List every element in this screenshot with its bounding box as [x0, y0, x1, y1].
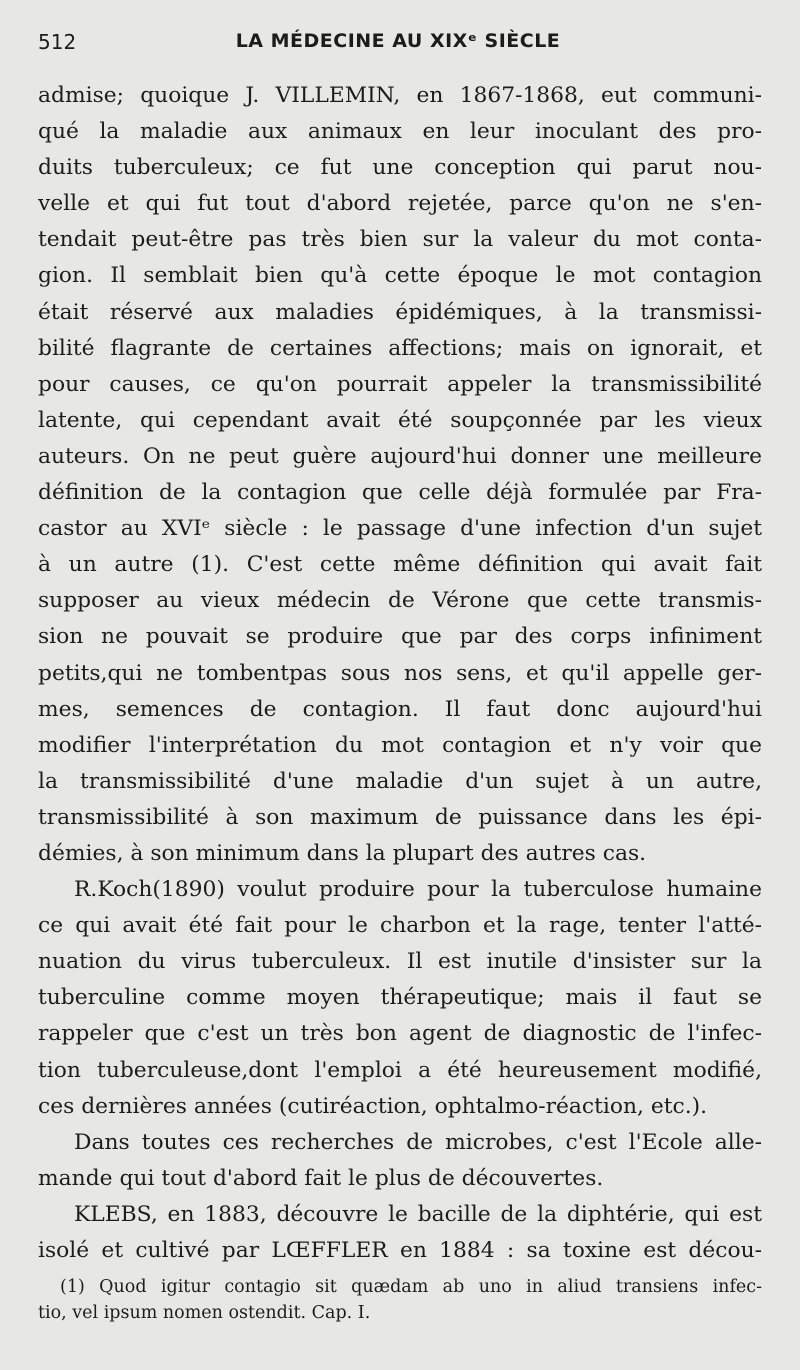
text-line: isolé et cultivé par LŒFFLER en 1884 : sa toxine est décou-	[38, 1238, 762, 1263]
text-line: la transmissibilité d'une maladie d'un sujet à un autre,	[38, 768, 762, 794]
page-header	[38, 30, 758, 64]
page-number: 512	[38, 30, 77, 54]
text-line: tuberculine comme moyen thérapeutique; mais il faut se	[38, 985, 762, 1011]
running-title: LA MÉDECINE AU XIXᵉ SIÈCLE	[235, 30, 561, 52]
text-line: Dans toutes ces recherches de microbes, c'est l'Ecole alle-	[74, 1129, 762, 1155]
text-line: ce qui avait été fait pour le charbon et la rage, tenter l'atté-	[38, 913, 762, 939]
text-line: tion tuberculeuse,dont l'emploi a été heureusement modifié,	[38, 1057, 762, 1083]
text-line: démies, à son minimum dans la plupart des autres cas.	[38, 840, 647, 866]
text-line: transmissibilité à son maximum de puissance dans les épi-	[38, 804, 762, 830]
text-line: petits,qui ne tombentpas sous nos sens, et qu'il appelle ger-	[38, 660, 762, 686]
text-line: KLEBS, en 1883, découvre le bacille de la diphtérie, qui est	[74, 1201, 762, 1227]
footnote-line: (1) Quod igitur contagio sit quædam ab uno in aliud transiens infec-	[60, 1277, 762, 1297]
text-line: définition de la contagion que celle déjà formulée par Fra-	[38, 480, 762, 506]
text-line: admise; quoique J. VILLEMIN, en 1867-1868, eut communi-	[38, 83, 762, 108]
text-line: sion ne pouvait se produire que par des corps infiniment	[38, 624, 762, 650]
text-line: tendait peut-être pas très bien sur la valeur du mot conta-	[38, 227, 762, 253]
text-line: mande qui tout d'abord fait le plus de découvertes.	[38, 1165, 604, 1191]
text-line: supposer au vieux médecin de Vérone que cette transmis-	[38, 588, 762, 614]
text-line: à un autre (1). C'est cette même définition qui avait fait	[38, 552, 762, 578]
text-line: était réservé aux maladies épidémiques, à la transmissi-	[38, 299, 762, 325]
text-line: bilité flagrante de certaines affections; mais on ignorait, et	[38, 335, 762, 361]
footnote	[38, 1274, 762, 1326]
text-line: pour causes, ce qu'on pourrait appeler la transmissibilité	[38, 371, 762, 397]
text-line: duits tuberculeux; ce fut une conception qui parut nou-	[38, 155, 762, 181]
text-line: rappeler que c'est un très bon agent de diagnostic de l'infec-	[38, 1021, 762, 1047]
text-line: auteurs. On ne peut guère aujourd'hui donner une meilleure	[38, 443, 762, 469]
text-line: ces dernières années (cutiréaction, ophtalmo-réaction, etc.).	[38, 1093, 708, 1119]
text-line: gion. Il semblait bien qu'à cette époque le mot contagion	[38, 263, 762, 289]
text-line: modifier l'interprétation du mot contagion et n'y voir que	[38, 732, 762, 758]
text-line: latente, qui cependant avait été soupçonnée par les vieux	[38, 407, 762, 433]
footnote-line: tio, vel ipsum nomen ostendit. Cap. I.	[38, 1303, 371, 1323]
text-line: mes, semences de contagion. Il faut donc aujourd'hui	[38, 696, 762, 722]
text-line: castor au XVIᵉ siècle : le passage d'une infection d'un sujet	[38, 516, 762, 542]
text-line: qué la maladie aux animaux en leur inoculant des pro-	[38, 119, 762, 145]
text-line: R.Koch(1890) voulut produire pour la tuberculose humaine	[74, 877, 762, 903]
text-line: velle et qui fut tout d'abord rejetée, parce qu'on ne s'en-	[38, 191, 762, 217]
text-line: nuation du virus tuberculeux. Il est inutile d'insister sur la	[38, 949, 762, 975]
body-text	[38, 78, 762, 1269]
